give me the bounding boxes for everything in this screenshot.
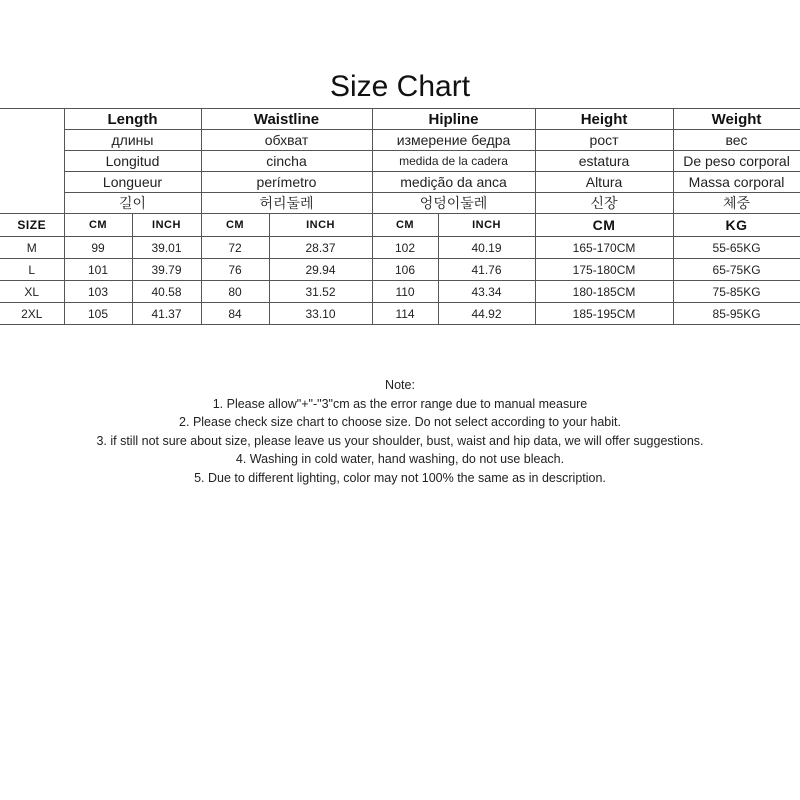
hip-cm-cell: 110 bbox=[372, 281, 438, 303]
header-row-spanish bbox=[0, 151, 800, 172]
note-item: 5. Due to different lighting, color may not 100% the same as in description. bbox=[194, 470, 606, 485]
weight-cell: 75-85KG bbox=[673, 281, 800, 303]
height-cell: 165-170CM bbox=[535, 237, 673, 259]
header-length: Length bbox=[64, 109, 201, 130]
waist-cm-cell: 80 bbox=[201, 281, 269, 303]
notes-heading: Note: bbox=[385, 378, 415, 392]
header-height: Height bbox=[535, 109, 673, 130]
length-cm-cell: 101 bbox=[64, 259, 132, 281]
unit-weight: KG bbox=[673, 214, 800, 237]
header-row-korean bbox=[0, 193, 800, 214]
header-waistline-es: cincha bbox=[201, 151, 372, 172]
page-title: Size Chart bbox=[329, 70, 471, 103]
length-inch-cell: 39.01 bbox=[132, 237, 201, 259]
waist-cm-cell: 72 bbox=[201, 237, 269, 259]
unit-length-inch: INCH bbox=[132, 214, 201, 237]
height-cell: 175-180CM bbox=[535, 259, 673, 281]
hip-cm-cell: 114 bbox=[372, 303, 438, 325]
header-row-russian bbox=[0, 130, 800, 151]
header-height-pt: Altura bbox=[535, 172, 673, 193]
size-cell: XL bbox=[0, 281, 64, 303]
waist-inch-cell: 29.94 bbox=[269, 259, 372, 281]
length-inch-cell: 40.58 bbox=[132, 281, 201, 303]
size-cell: L bbox=[0, 259, 64, 281]
header-weight-pt: Massa corporal bbox=[673, 172, 800, 193]
unit-waist-inch: INCH bbox=[269, 214, 372, 237]
unit-hip-inch: INCH bbox=[438, 214, 535, 237]
header-row-portuguese bbox=[0, 172, 800, 193]
waist-inch-cell: 33.10 bbox=[269, 303, 372, 325]
header-weight-ko: 체중 bbox=[673, 193, 800, 214]
waist-inch-cell: 28.37 bbox=[269, 237, 372, 259]
unit-height: CM bbox=[535, 214, 673, 237]
header-height-ko: 신장 bbox=[535, 193, 673, 214]
size-label: SIZE bbox=[0, 214, 64, 237]
header-weight-es: De peso corporal bbox=[673, 151, 800, 172]
hip-inch-cell: 40.19 bbox=[438, 237, 535, 259]
height-cell: 185-195CM bbox=[535, 303, 673, 325]
header-waistline: Waistline bbox=[201, 109, 372, 130]
weight-cell: 55-65KG bbox=[673, 237, 800, 259]
header-hipline-ru: измерение бедра bbox=[372, 130, 535, 151]
header-hipline-pt: medição da anca bbox=[372, 172, 535, 193]
header-height-es: estatura bbox=[535, 151, 673, 172]
hip-inch-cell: 43.34 bbox=[438, 281, 535, 303]
header-hipline-ko: 엉덩이둘레 bbox=[372, 193, 535, 214]
note-item: 4. Washing in cold water, hand washing, do not use bleach. bbox=[235, 452, 565, 467]
table-row bbox=[0, 281, 800, 303]
waist-cm-cell: 76 bbox=[201, 259, 269, 281]
header-length-es: Longitud bbox=[64, 151, 201, 172]
hip-inch-cell: 41.76 bbox=[438, 259, 535, 281]
note-item: 2. Please check size chart to choose size. Do not select according to your habit. bbox=[179, 415, 621, 430]
header-weight-ru: вес bbox=[673, 130, 800, 151]
table-row bbox=[0, 303, 800, 325]
header-hipline: Hipline bbox=[372, 109, 535, 130]
waist-cm-cell: 84 bbox=[201, 303, 269, 325]
table-row bbox=[0, 259, 800, 281]
notes-section bbox=[0, 376, 800, 488]
length-cm-cell: 99 bbox=[64, 237, 132, 259]
header-row-english bbox=[0, 109, 800, 130]
header-waistline-ru: обхват bbox=[201, 130, 372, 151]
unit-waist-cm: CM bbox=[201, 214, 269, 237]
length-cm-cell: 105 bbox=[64, 303, 132, 325]
header-length-pt: Longueur bbox=[64, 172, 201, 193]
weight-cell: 85-95KG bbox=[673, 303, 800, 325]
height-cell: 180-185CM bbox=[535, 281, 673, 303]
note-item: 3. if still not sure about size, please leave us your shoulder, bust, waist and hip data, we will offer suggestions. bbox=[96, 433, 704, 448]
header-height-ru: рост bbox=[535, 130, 673, 151]
unit-hip-cm: CM bbox=[372, 214, 438, 237]
header-length-ru: длины bbox=[64, 130, 201, 151]
length-inch-cell: 39.79 bbox=[132, 259, 201, 281]
length-inch-cell: 41.37 bbox=[132, 303, 201, 325]
corner-cell bbox=[0, 109, 64, 214]
header-length-ko: 길이 bbox=[64, 193, 201, 214]
size-cell: M bbox=[0, 237, 64, 259]
hip-cm-cell: 106 bbox=[372, 259, 438, 281]
size-cell: 2XL bbox=[0, 303, 64, 325]
weight-cell: 65-75KG bbox=[673, 259, 800, 281]
header-waistline-pt: perímetro bbox=[201, 172, 372, 193]
table-row bbox=[0, 237, 800, 259]
note-item: 1. Please allow"+"-"3"cm as the error range due to manual measure bbox=[212, 396, 588, 411]
hip-inch-cell: 44.92 bbox=[438, 303, 535, 325]
waist-inch-cell: 31.52 bbox=[269, 281, 372, 303]
unit-row bbox=[0, 214, 800, 237]
header-waistline-ko: 허리둘레 bbox=[201, 193, 372, 214]
size-chart-table bbox=[0, 108, 800, 325]
hip-cm-cell: 102 bbox=[372, 237, 438, 259]
header-weight: Weight bbox=[673, 109, 800, 130]
header-hipline-es: medida de la cadera bbox=[372, 151, 535, 172]
length-cm-cell: 103 bbox=[64, 281, 132, 303]
unit-length-cm: CM bbox=[64, 214, 132, 237]
